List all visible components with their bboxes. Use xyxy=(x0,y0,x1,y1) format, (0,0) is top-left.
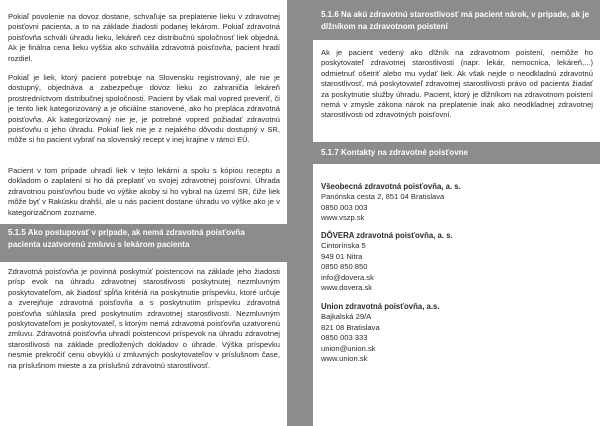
contact-union xyxy=(321,302,593,364)
contact-website[interactable]: www.vszp.sk xyxy=(321,213,365,223)
contact-phone: 0850 003 003 xyxy=(321,202,368,212)
contact-org-name: DÔVERA zdravotná poisťovňa, a. s. xyxy=(321,231,453,240)
contact-email[interactable]: union@union.sk xyxy=(321,343,376,353)
contact-phone: 0850 003 333 xyxy=(321,333,368,343)
contact-street: Bajkalská 29/A xyxy=(321,312,372,322)
contact-address: Panónska cesta 2, 851 04 Bratislava xyxy=(321,192,445,202)
contact-website[interactable]: www.union.sk xyxy=(321,354,368,364)
contact-dovera xyxy=(321,231,593,293)
paragraph-import-approval: Pokiaľ povolenie na dovoz dostane, schvaľuje sa preplatenie lieku v zdravotnej poisťovni pacienta, a to na základe žiadosti podanej lekárom. Pokiaľ zdravotná poisťovňa schváli úhradu lieku, lekáreň cez distribučnú spoločnosť liek objedná. Ak je finálna cena lieku vyššia ako schválila zdravotná poisťovňa, pacient hradí rozdiel. xyxy=(8,12,280,63)
contact-city: 821 08 Bratislava xyxy=(321,322,380,332)
right-column xyxy=(313,0,600,426)
section-heading-5-1-6: 5.1.6 Na akú zdravotnú starostlivosť má pacient nárok, v prípade, ak je dlžníkom na zdravotnom poistení xyxy=(313,0,600,40)
paragraph-debtor-care: Ak je pacient vedený ako dlžník na zdravotnom poistení, nemôže ho poskytovateľ zdravotnej starostlivosti (napr. lekár, nemocnica, lekáreň,...) odmietnuť ošetriť alebo mu vydať liek. Ak však nejde o neodkladnú zdravotnú starostlivosť, má poskytovateľ zdravotnej starostlivosti právo od pacienta žiadať za poskytnutie služby úhradu. Pacient, ktorý je dlžníkom na zdravotnom poistení nemá v zmysle zákona nárok na preplatenie inak ako neodkladnej zdravotnej starostlivosti od zdravotných poisťovní. xyxy=(321,48,593,120)
contact-website[interactable]: www.dovera.sk xyxy=(321,283,373,293)
left-column xyxy=(0,0,287,426)
contact-phone: 0850 850 850 xyxy=(321,262,368,272)
contact-org-name: Union zdravotná poisťovňa, a.s. xyxy=(321,302,440,311)
section-heading-5-1-7: 5.1.7 Kontakty na zdravotné poisťovne xyxy=(313,142,600,164)
paragraph-registered-drug: Pokiaľ je liek, ktorý pacient potrebuje na Slovensku registrovaný, ale nie je dostupný, objednáva a zabezpečuje dovoz lieku zo zahraničia lekáreň prostredníctvom distribučnej spoločnosti. Pacient by však mal vopred preveriť, či je tento liek kategorizovaný a je oficiálne stanovené, ako ho prepláca zdravotná poisťovňa. Ak kategorizovaný nie je, je potrebné vopred požiadať zdravotnú poisťovňu o jeho úhradu. Pokiaľ liek nie je z nejakého dôvodu dostupný v SR, môže si ho pacient vybrať na slovenský recept v inej krajine v rámci EÚ. xyxy=(8,73,280,145)
paragraph-non-contract-provider: Zdravotná poisťovňa je povinná poskytnúť poistencovi na základe jeho žiadosti prísp evok na úhradu zdravotnej starostlivosti poskytnutej nezmluvným poskytovateľom, ak žiadosť spĺňa kritériá na poskytnutie príspevku, ktoré určuje a zverejňuje zdravotná poisťovňa a s poskytnutím príspevku zdravotná poisťovňa súhlasila pred poskytnutím zdravotnej starostlivosti. Nezmluvným poskytovateľom je poskytovateľ, s ktorým nemá zdravotná poisťovňa uzatvorenú zmluvu. Zdravotná poisťovňa uhradí poistencovi príspevok na úhradu zdravotnej starostlivosti na základe predložených dokladov o úhrade. Výška príspevku nesmie prekročiť cenu obvyklú u zmluvných poskytovateľov v príslušnom čase, na príslušnom mieste a za príslušnú zdravotnú starostlivosť. xyxy=(8,267,280,370)
contact-email[interactable]: info@dovera.sk xyxy=(321,272,374,282)
gutter-stripe-top xyxy=(287,0,313,222)
contact-vszp xyxy=(321,182,593,224)
section-heading-5-1-5: 5.1.5 Ako postupovať v prípade, ak nemá zdravotná poisťovňa pacienta uzatvorenú zmluvu s lekárom pacienta xyxy=(0,224,287,262)
paragraph-eu-reimbursement: Pacient v tom prípade uhradí liek v tejto lekárni a spolu s kópiou receptu a dokladom o zaplatení si ho dá preplatiť vo svojej zdravotnej poisťovni. Úhrada zdravotnou poisťovňou bude vo výške akoby si ho vybral na území SR, čiže liek môže byť v Rakúsku drahší, ale u nás pacient dostane úhradu vo výške ako je v kategorizačnom zozname. xyxy=(8,166,280,217)
contact-city: 949 01 Nitra xyxy=(321,251,363,261)
gutter-stripe-bottom xyxy=(287,222,313,426)
contact-org-name: Všeobecná zdravotná poisťovňa, a. s. xyxy=(321,182,461,191)
contact-street: Cintorínska 5 xyxy=(321,241,366,251)
